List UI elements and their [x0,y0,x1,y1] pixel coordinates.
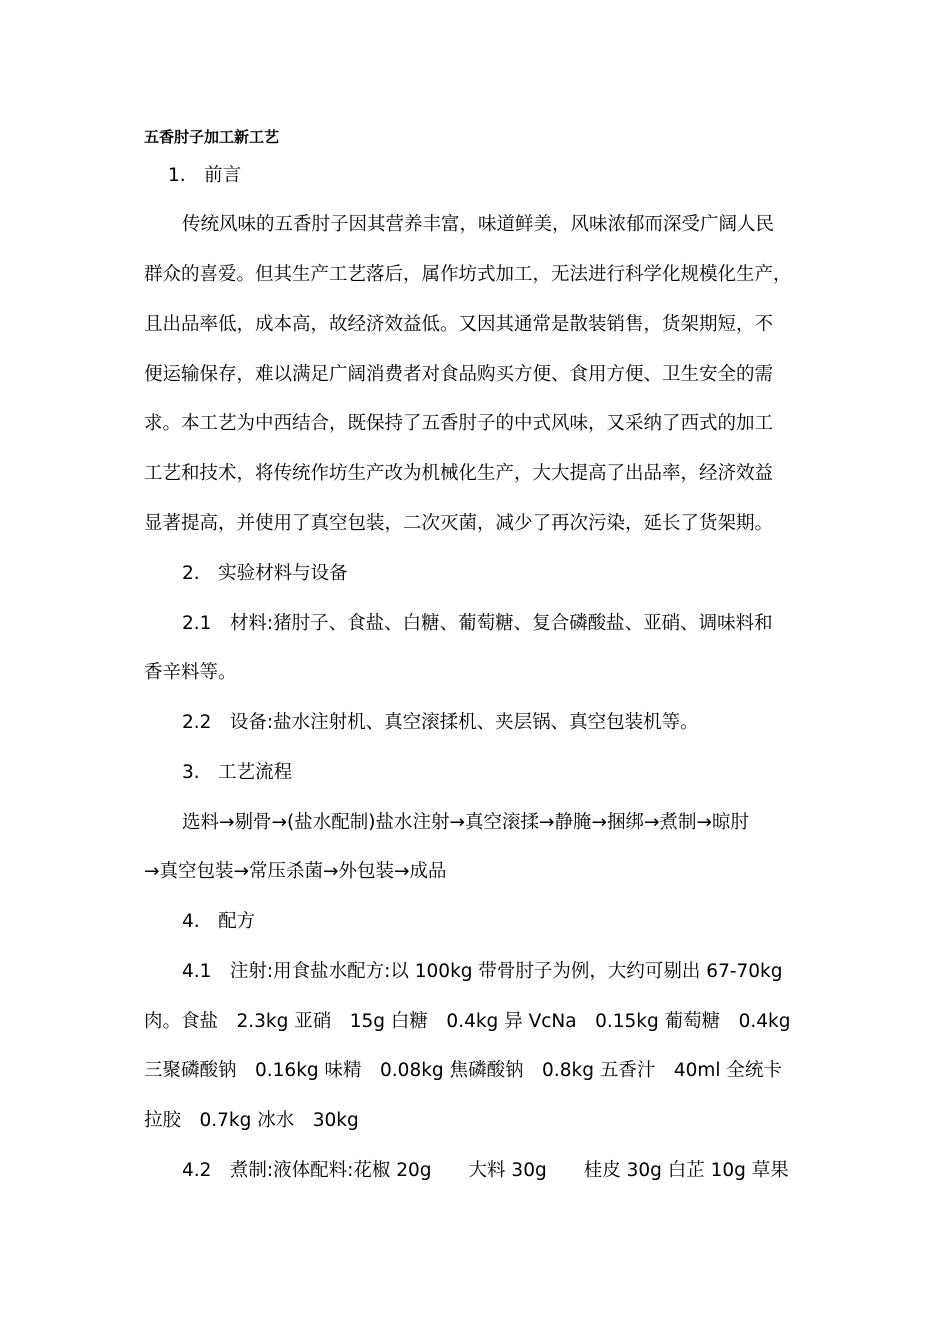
document-title: 五香肘子加工新工艺 [144,128,280,146]
paragraph-line: 求。本工艺为中西结合，既保持了五香肘子的中式风味，又采纳了西式的加工 [144,413,774,434]
paragraph-line: 拉胶 0.7kg 冰水 30kg [144,1110,359,1131]
section-heading-materials: 2. 实验材料与设备 [182,563,348,584]
paragraph-line: 选料→剔骨→(盐水配制)盐水注射→真空滚揉→静腌→捆绑→煮制→晾肘 [182,812,749,833]
paragraph-line: 4.1 注射:用食盐水配方:以 100kg 带骨肘子为例，大约可剔出 67-70kg [182,961,783,982]
section-heading-preface: 1. 前言 [168,165,242,186]
paragraph-line: 工艺和技术，将传统作坊生产改为机械化生产，大大提高了出品率，经济效益 [144,463,774,484]
paragraph-line: 便运输保存，难以满足广阔消费者对食品购买方便、食用方便、卫生安全的需 [144,364,774,385]
section-heading-process: 3. 工艺流程 [182,762,293,783]
paragraph-line: 2.1 材料:猪肘子、食盐、白糖、葡萄糖、复合磷酸盐、亚硝、调味料和 [182,613,773,634]
paragraph-line: 显著提高，并使用了真空包装，二次灭菌，减少了再次污染，延长了货架期。 [144,513,774,534]
paragraph-line: 2.2 设备:盐水注射机、真空滚揉机、夹层锅、真空包装机等。 [182,712,699,733]
paragraph-line: 群众的喜爱。但其生产工艺落后，属作坊式加工，无法进行科学化规模化生产， [144,264,792,285]
section-heading-formula: 4. 配方 [182,911,256,932]
paragraph-line: 香辛料等。 [144,662,237,683]
paragraph-line: 且出品率低，成本高，故经济效益低。又因其通常是散装销售，货架期短，不 [144,314,774,335]
paragraph-line: →真空包装→常压杀菌→外包装→成品 [144,861,447,882]
paragraph-line: 肉。食盐 2.3kg 亚硝 15g 白糖 0.4kg 异 VcNa 0.15kg 葡萄糖 0.4kg [144,1011,791,1032]
paragraph-line: 4.2 煮制:液体配料:花椒 20g 大料 30g 桂皮 30g 白芷 10g 草果 [182,1160,789,1181]
paragraph-line: 三聚磷酸钠 0.16kg 味精 0.08kg 焦磷酸钠 0.8kg 五香汁 40ml 全统卡 [144,1060,782,1081]
paragraph-line: 传统风味的五香肘子因其营养丰富，味道鲜美，风味浓郁而深受广阔人民 [182,214,775,235]
